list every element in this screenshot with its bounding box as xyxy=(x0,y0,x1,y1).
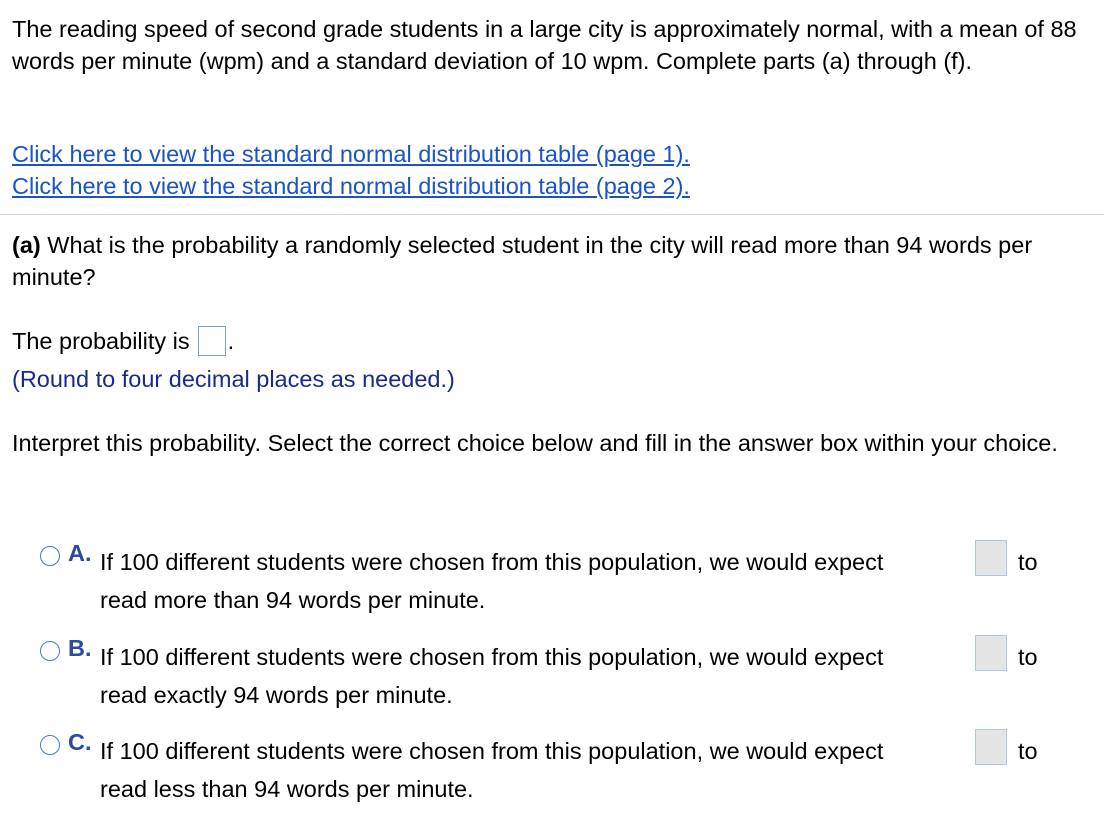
choice-b-input[interactable] xyxy=(975,635,1007,671)
rounding-hint: (Round to four decimal places as needed.) xyxy=(12,366,455,392)
choice-a-letter: A. xyxy=(68,540,92,566)
normal-table-page-1-link[interactable]: Click here to view the standard normal distribution table (page 1). xyxy=(12,141,690,167)
choice-c-letter: C. xyxy=(68,729,92,755)
choice-b-radio[interactable] xyxy=(40,641,60,661)
choice-a-text-line1: If 100 different students were chosen from this population, we would expect xyxy=(100,549,884,575)
choice-b-text-line2: read exactly 94 words per minute. xyxy=(100,682,453,708)
choice-a-input[interactable] xyxy=(975,540,1007,576)
choice-a-to: to xyxy=(1018,549,1038,575)
choice-c-text-line2: read less than 94 words per minute. xyxy=(100,776,474,802)
interpret-instructions: Interpret this probability. Select the correct choice below and fill in the answer box within your choice. xyxy=(12,430,1058,456)
choice-b xyxy=(40,635,1100,715)
choice-c-text-line1: If 100 different students were chosen from this population, we would expect xyxy=(100,738,884,764)
choice-c-radio[interactable] xyxy=(40,735,60,755)
intro-text: The reading speed of second grade students in a large city is approximately normal, with a mean of 88 words per minute (wpm) and a standard deviation of 10 wpm. Complete parts (a) through (f). xyxy=(12,16,1077,74)
section-divider xyxy=(0,214,1104,215)
choice-a-radio[interactable] xyxy=(40,546,60,566)
probability-suffix: . xyxy=(227,328,235,354)
problem-statement xyxy=(12,13,1092,77)
choice-c-to: to xyxy=(1018,738,1038,764)
part-a-question-text: What is the probability a randomly selected student in the city will read more than 94 words per minute? xyxy=(12,232,1033,290)
choice-b-letter: B. xyxy=(68,635,92,661)
choice-c-input[interactable] xyxy=(975,729,1007,765)
probability-input[interactable] xyxy=(198,326,226,356)
part-a-label: (a) xyxy=(12,232,41,258)
probability-answer-line xyxy=(12,324,234,358)
choice-c xyxy=(40,729,1100,809)
table-links xyxy=(12,138,690,202)
choice-a-text-line2: read more than 94 words per minute. xyxy=(100,587,486,613)
probability-prefix: The probability is xyxy=(12,328,190,354)
part-a-question xyxy=(12,229,1092,293)
choice-a xyxy=(40,540,1100,620)
choice-b-to: to xyxy=(1018,644,1038,670)
normal-table-page-2-link[interactable]: Click here to view the standard normal distribution table (page 2). xyxy=(12,173,690,199)
choice-b-text-line1: If 100 different students were chosen from this population, we would expect xyxy=(100,644,884,670)
